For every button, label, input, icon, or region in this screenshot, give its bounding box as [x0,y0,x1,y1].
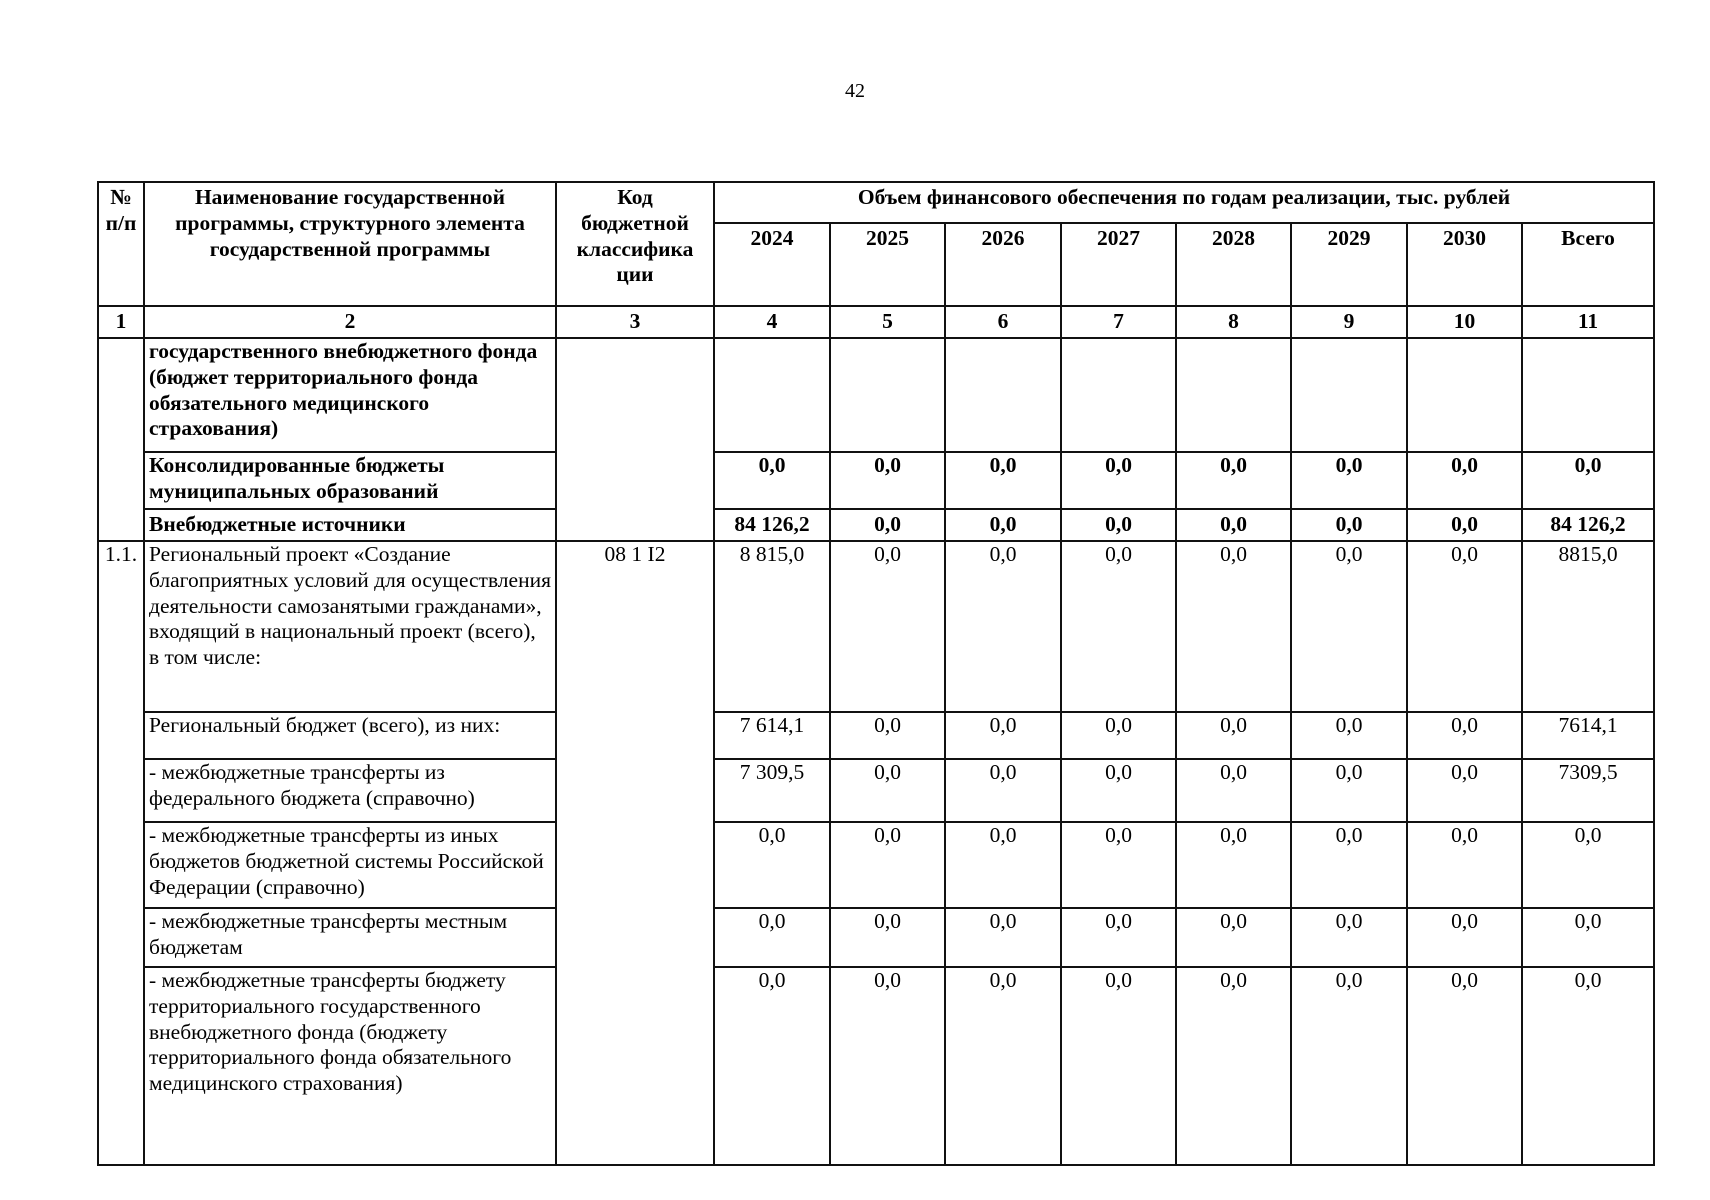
row-name: - межбюджетные трансферты местным бюджетам [144,908,556,967]
column-number: 9 [1291,306,1407,338]
column-number: 10 [1407,306,1522,338]
value-cell: 0,0 [945,967,1061,1165]
value-cell: 0,0 [1061,541,1176,712]
value-cell: 0,0 [1291,509,1407,541]
value-cell: 0,0 [1291,759,1407,822]
column-number: 3 [556,306,714,338]
header-year: 2027 [1061,223,1176,306]
value-cell: 0,0 [714,822,830,908]
code-cell [556,338,714,541]
header-year: 2029 [1291,223,1407,306]
value-cell: 0,0 [1407,759,1522,822]
value-cell [714,338,830,452]
row-index: 1.1. [98,541,144,1165]
value-cell: 0,0 [1176,908,1291,967]
value-cell: 0,0 [1061,452,1176,509]
value-cell: 0,0 [1407,712,1522,759]
value-cell: 0,0 [1176,509,1291,541]
value-cell: 0,0 [1061,759,1176,822]
value-cell: 0,0 [1291,712,1407,759]
value-cell: 0,0 [1407,509,1522,541]
row-name: - межбюджетные трансферты бюджету территориального государственного внебюджетного фонда (бюджету территориального фонда обязательного медицинского страхования) [144,967,556,1165]
column-number: 1 [98,306,144,338]
row-name: Региональный бюджет (всего), из них: [144,712,556,759]
value-cell: 8 815,0 [714,541,830,712]
value-cell: 0,0 [1291,967,1407,1165]
value-cell: 8815,0 [1522,541,1654,712]
row-name: Региональный проект «Создание благоприятных условий для осуществления деятельности самозанятыми гражданами», входящий в национальный проект (всего), в том числе: [144,541,556,712]
value-cell: 0,0 [1522,967,1654,1165]
value-cell: 0,0 [714,908,830,967]
value-cell: 0,0 [945,759,1061,822]
header-col-volume: Объем финансового обеспечения по годам реализации, тыс. рублей [714,182,1654,223]
value-cell: 0,0 [945,452,1061,509]
value-cell: 0,0 [1407,908,1522,967]
value-cell: 7 309,5 [714,759,830,822]
table-row [98,338,1654,452]
value-cell: 0,0 [1176,541,1291,712]
value-cell: 0,0 [714,452,830,509]
value-cell: 0,0 [1176,712,1291,759]
value-cell: 0,0 [1176,759,1291,822]
value-cell: 0,0 [1407,452,1522,509]
header-col-name: Наименование государственной программы, структурного элемента государственной программы [144,182,556,306]
header-col-code: Код бюджетной классифика ции [556,182,714,306]
value-cell [1407,338,1522,452]
value-cell: 0,0 [945,908,1061,967]
value-cell: 0,0 [830,712,945,759]
table-row [98,967,1654,1165]
table-row [98,712,1654,759]
value-cell: 0,0 [945,822,1061,908]
row-name: - межбюджетные трансферты из иных бюджетов бюджетной системы Российской Федерации (справочно) [144,822,556,908]
header-year: 2030 [1407,223,1522,306]
header-year: 2024 [714,223,830,306]
value-cell: 0,0 [1291,822,1407,908]
column-number: 8 [1176,306,1291,338]
value-cell: 0,0 [830,759,945,822]
value-cell: 0,0 [1176,452,1291,509]
header-year: 2028 [1176,223,1291,306]
value-cell: 84 126,2 [714,509,830,541]
value-cell [1522,338,1654,452]
value-cell: 0,0 [830,509,945,541]
value-cell: 0,0 [1407,967,1522,1165]
table-row [98,759,1654,822]
value-cell: 0,0 [830,967,945,1165]
value-cell: 0,0 [1176,967,1291,1165]
budget-code: 08 1 I2 [556,541,714,1165]
value-cell: 0,0 [1061,822,1176,908]
table-row [98,541,1654,712]
value-cell: 0,0 [945,541,1061,712]
value-cell: 0,0 [1291,452,1407,509]
page-number: 42 [845,80,865,102]
row-name: Внебюджетные источники [144,509,556,541]
value-cell [1176,338,1291,452]
row-name: Консолидированные бюджеты муниципальных образований [144,452,556,509]
table-row [98,908,1654,967]
table-row [98,822,1654,908]
index-cell [98,338,144,541]
value-cell: 7309,5 [1522,759,1654,822]
value-cell: 0,0 [830,908,945,967]
value-cell: 0,0 [1291,541,1407,712]
value-cell: 0,0 [1061,712,1176,759]
value-cell: 0,0 [1522,822,1654,908]
value-cell: 0,0 [830,452,945,509]
row-name: - межбюджетные трансферты из федерального бюджета (справочно) [144,759,556,822]
value-cell: 0,0 [1291,908,1407,967]
value-cell [1061,338,1176,452]
value-cell: 0,0 [1176,822,1291,908]
table-row [98,509,1654,541]
value-cell: 0,0 [714,967,830,1165]
row-name: государственного внебюджетного фонда (бюджет территориального фонда обязательного медицинского страхования) [144,338,556,452]
value-cell: 84 126,2 [1522,509,1654,541]
value-cell: 0,0 [1407,541,1522,712]
header-year: 2026 [945,223,1061,306]
value-cell [1291,338,1407,452]
financing-table [97,181,1655,1166]
value-cell: 0,0 [945,712,1061,759]
value-cell: 0,0 [945,509,1061,541]
column-number: 6 [945,306,1061,338]
value-cell [945,338,1061,452]
value-cell: 0,0 [1522,908,1654,967]
header-year: 2025 [830,223,945,306]
value-cell: 7 614,1 [714,712,830,759]
value-cell: 0,0 [1061,509,1176,541]
column-number: 4 [714,306,830,338]
value-cell: 0,0 [1061,967,1176,1165]
value-cell: 7614,1 [1522,712,1654,759]
value-cell: 0,0 [830,541,945,712]
column-number: 2 [144,306,556,338]
value-cell: 0,0 [1407,822,1522,908]
table-row [98,452,1654,509]
value-cell: 0,0 [1522,452,1654,509]
column-number: 5 [830,306,945,338]
value-cell [830,338,945,452]
value-cell: 0,0 [1061,908,1176,967]
header-col-number: № п/п [98,182,144,306]
column-number: 7 [1061,306,1176,338]
column-number: 11 [1522,306,1654,338]
header-total: Всего [1522,223,1654,306]
value-cell: 0,0 [830,822,945,908]
